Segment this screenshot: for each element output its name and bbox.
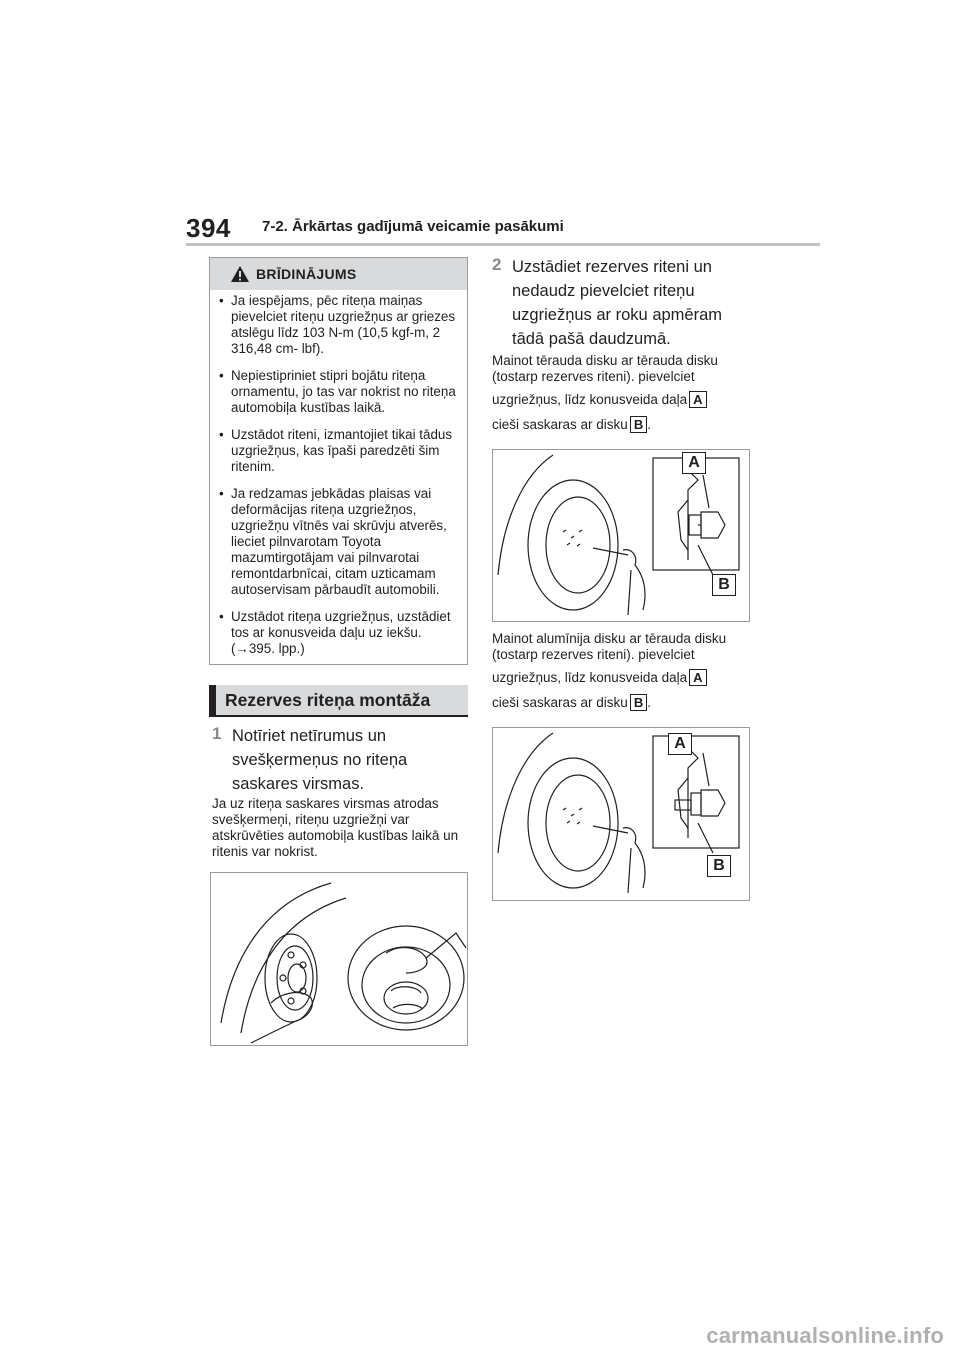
warning-item: • Ja iespējams, pēc riteņa maiņas pievelciet riteņu uzgriežņus ar griezes atslēgu līdz 103 N-m (10,5 kgf-m, 2 316,48 cm- lbf). — [219, 293, 456, 356]
note-line — [492, 391, 752, 408]
note-line: cieši saskaras ar disku B . — [492, 695, 651, 710]
warning-header — [210, 258, 467, 290]
steel-disc-drawing — [493, 450, 750, 622]
note-text: Mainot alumīnija disku ar tērauda disku (tostarp rezerves riteni). pievelciet — [492, 631, 727, 662]
step-2-note-1 — [492, 353, 752, 433]
step-text: Uzstādiet rezerves riteni un nedaudz pievelciet riteņu uzgriežņus ar roku apmēram tādā pašā daudzumā. — [512, 258, 723, 348]
callout-b: B — [707, 855, 731, 877]
note-text: cieši saskaras ar disku — [492, 417, 628, 432]
warning-item: • Ja redzamas jebkādas plaisas vai deformācijas riteņa uzgriežņos, uzgriežņu vītnēs vai skrūvju atverēs, lieciet pilnvarotam Toyota mazumtirgotājam vai pilnvarotai remontdarbnīcai, citam uzticamam autoservisam pārbaudīt automobili. — [219, 486, 447, 597]
illustration-aluminium-disc — [492, 727, 750, 901]
illustration-cleaning-wheel — [210, 872, 468, 1046]
cleaning-wheel-drawing — [211, 873, 468, 1046]
note-text: Mainot tērauda disku ar tērauda disku (tostarp rezerves riteni). pievelciet — [492, 353, 718, 384]
watermark: carmanualsonline.info — [706, 1323, 944, 1348]
section-title: 7-2. Ārkārtas gadījumā veicamie pasākumi — [262, 218, 564, 235]
warning-item: • Nepiestipriniet stipri bojātu riteņa ornamentu, jo tas var nokrist no riteņa automobiļa kustības laikā. — [219, 368, 456, 415]
warning-box — [209, 257, 468, 665]
illustration-steel-disc — [492, 449, 750, 622]
note-text: uzgriežņus, līdz konusveida daļa — [492, 670, 688, 685]
note-text: uzgriežņus, līdz konusveida daļa — [492, 392, 688, 407]
warning-item: • Uzstādot riteni, izmantojiet tikai tādus uzgriežņus, kas īpaši paredzēti šim ritenim. — [219, 427, 453, 474]
step-number: 1 — [212, 724, 222, 743]
label-b: B — [630, 694, 647, 711]
label-a: A — [689, 391, 706, 408]
note-line — [492, 669, 752, 686]
step-text: Notīriet netīrumus un svešķermeņus no riteņa saskares virsmas. — [232, 727, 408, 793]
warning-item: • Uzstādot riteņa uzgriežņus, uzstādiet tos ar konusveida daļu uz iekšu. (→395. lpp.) — [219, 609, 451, 656]
header-rule — [186, 243, 820, 246]
callout-a: A — [668, 733, 692, 755]
warning-icon — [230, 265, 250, 283]
step-2-note-2 — [492, 631, 752, 711]
note-line: cieši saskaras ar disku B . — [492, 417, 651, 432]
section-heading-text: Rezerves riteņa montāža — [225, 690, 431, 710]
label-b: B — [630, 416, 647, 433]
warning-title: BRĪDINĀJUMS — [256, 266, 357, 282]
callout-a: A — [682, 452, 706, 474]
section-heading — [209, 685, 468, 717]
page-number: 394 — [186, 213, 231, 243]
step-1-note: Ja uz riteņa saskares virsmas atrodas svešķermeņi, riteņu uzgriežņi var atskrūvēties automobiļa kustības laikā un ritenis var nokrist. — [212, 796, 459, 859]
note-text: cieši saskaras ar disku — [492, 695, 628, 710]
label-a: A — [689, 669, 706, 686]
step-number: 2 — [492, 255, 502, 274]
warning-list — [219, 293, 463, 668]
callout-b: B — [712, 574, 736, 596]
